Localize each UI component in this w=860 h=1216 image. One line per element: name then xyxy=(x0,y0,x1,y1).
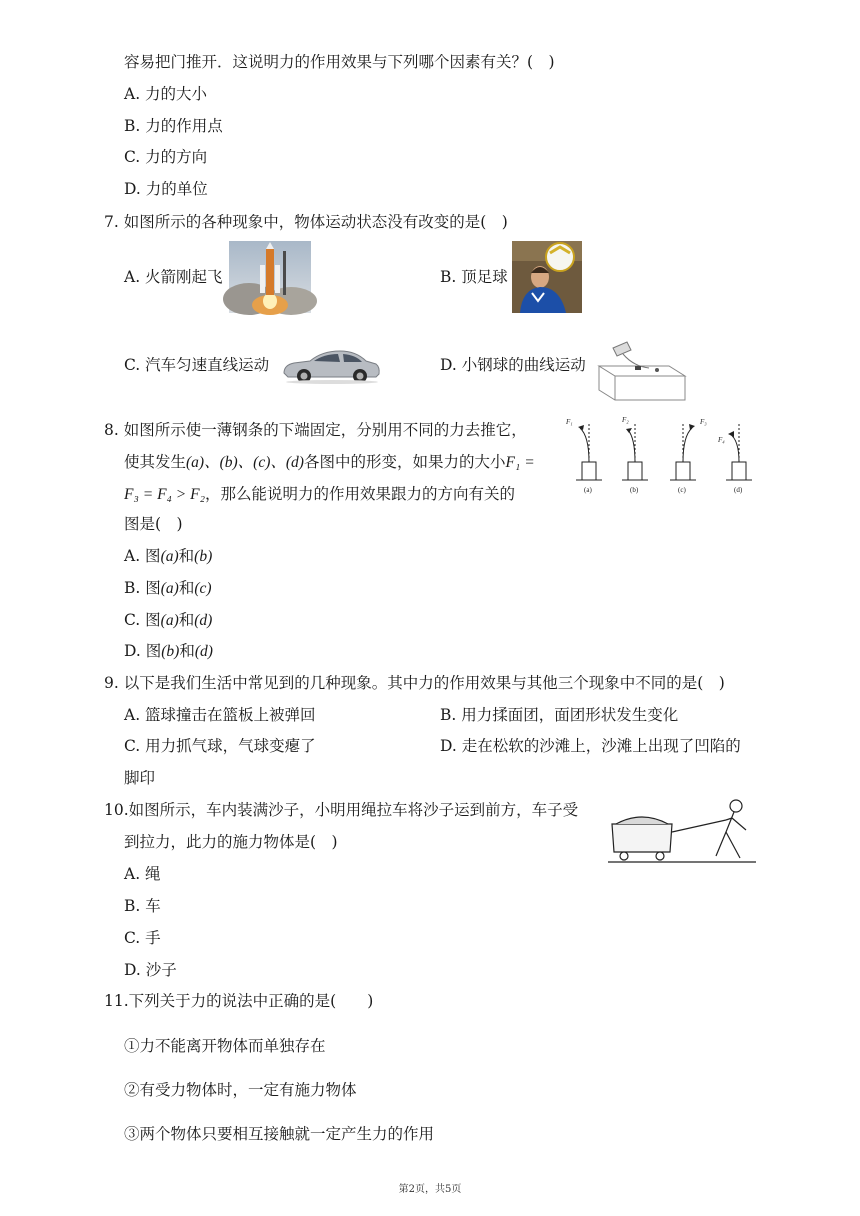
q6-option-a: A. 力的大小 xyxy=(124,85,208,103)
q7-stem: 7. 如图所示的各种现象中，物体运动状态没有改变的是( ) xyxy=(104,213,508,231)
q6-option-c: C. 力的方向 xyxy=(124,148,208,166)
q10-option-c: C. 手 xyxy=(124,929,161,947)
q8-stem-line2: 使其发生(a)、(b)、(c)、(d)各图中的形变，如果力的大小F₁ = xyxy=(124,453,535,471)
q6-option-d: D. 力的单位 xyxy=(124,180,208,198)
q11-stem: 11.下列关于力的说法中正确的是( ) xyxy=(104,992,374,1010)
q7-option-b: B. 顶足球 xyxy=(440,268,508,286)
q9-option-c: C. 用力抓气球，气球变瘪了 xyxy=(124,737,316,755)
steel-ball-track-image xyxy=(593,336,689,404)
q9-stem: 9. 以下是我们生活中常见到的几种现象。其中力的作用效果与其他三个现象中不同的是( ) xyxy=(104,674,725,692)
q8-option-a: A. 图(a)和(b) xyxy=(124,547,213,565)
rocket-launch-image xyxy=(229,241,311,313)
car-image xyxy=(280,347,382,385)
figure-label: (b) xyxy=(630,486,639,494)
force-label: F₂ xyxy=(622,416,629,424)
q8-stem-line4: 图是( ) xyxy=(124,515,183,533)
q8-stem-line1: 8. 如图所示使一薄钢条的下端固定，分别用不同的力去推它， xyxy=(104,421,527,439)
q8-option-b: B. 图(a)和(c) xyxy=(124,579,212,597)
header-soccer-image xyxy=(512,241,582,313)
q7-option-a: A. 火箭刚起飞 xyxy=(124,268,223,286)
q6-option-b: B. 力的作用点 xyxy=(124,117,223,135)
figure-label: (c) xyxy=(678,486,686,494)
q8-option-d: D. 图(b)和(d) xyxy=(124,642,213,660)
q10-stem-line1: 10.如图所示，车内装满沙子，小明用绳拉车将沙子运到前方，车子受 xyxy=(104,801,579,819)
page-number-footer: 第2页，共5页 xyxy=(398,1184,462,1195)
q7-option-d: D. 小钢球的曲线运动 xyxy=(440,356,586,374)
q11-statement-2: ②有受力物体时，一定有施力物体 xyxy=(124,1081,357,1099)
cart-pulling-figure xyxy=(608,796,758,866)
figure-label: (a) xyxy=(584,486,592,494)
q9-option-b: B. 用力揉面团，面团形状发生变化 xyxy=(440,706,679,724)
q9-option-d-continuation: 脚印 xyxy=(124,769,156,787)
steel-strip-deformation-figure xyxy=(566,410,758,500)
q9-option-d: D. 走在松软的沙滩上，沙滩上出现了凹陷的 xyxy=(440,737,741,755)
q11-statement-1: ①力不能离开物体而单独存在 xyxy=(124,1037,326,1055)
force-label: F₃ xyxy=(700,418,707,426)
q11-statement-3: ③两个物体只要相互接触就一定产生力的作用 xyxy=(124,1125,435,1143)
q6-stem-continuation: 容易把门推开．这说明力的作用效果与下列哪个因素有关？( ) xyxy=(124,53,555,71)
q8-stem-line3: F₃ = F₄ > F₂，那么能说明力的作用效果跟力的方向有关的 xyxy=(124,485,516,503)
q10-option-a: A. 绳 xyxy=(124,865,161,883)
force-label: F₄ xyxy=(718,436,725,444)
q10-option-b: B. 车 xyxy=(124,897,161,915)
q8-option-c: C. 图(a)和(d) xyxy=(124,611,213,629)
force-label: F₁ xyxy=(566,418,573,426)
q10-stem-line2: 到拉力，此力的施力物体是( ) xyxy=(124,833,338,851)
q10-option-d: D. 沙子 xyxy=(124,961,177,979)
figure-label: (d) xyxy=(734,486,743,494)
q9-option-a: A. 篮球撞击在篮板上被弹回 xyxy=(124,706,316,724)
q7-option-c: C. 汽车匀速直线运动 xyxy=(124,356,270,374)
